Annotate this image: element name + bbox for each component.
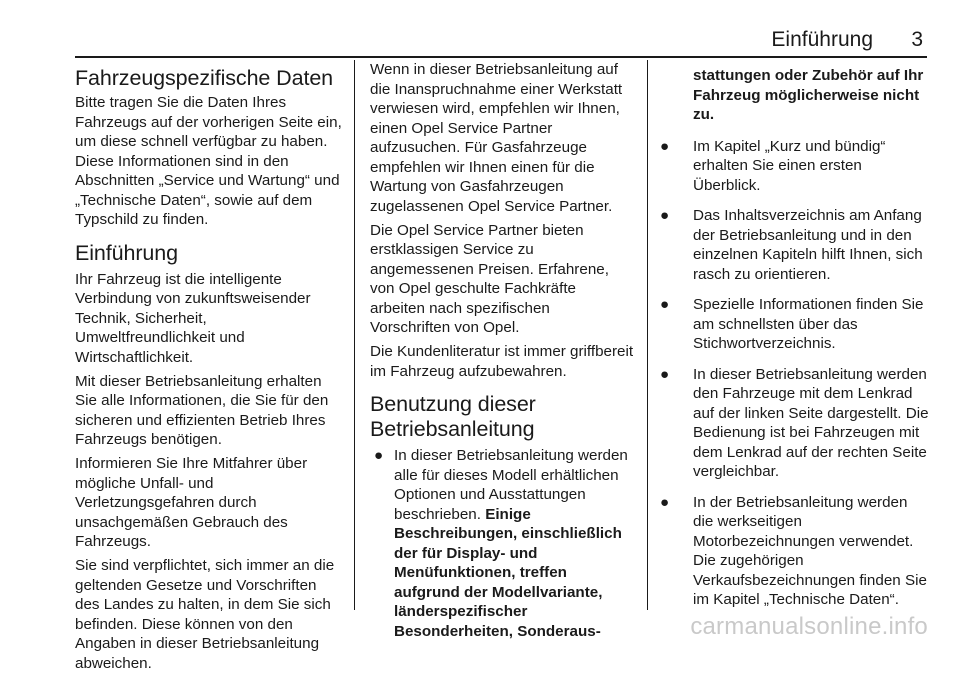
bullet-icon: ● [660,365,670,383]
paragraph: Die Kundenliteratur ist immer griffbereit im Fahrzeug aufzubewahren. [370,343,634,380]
list-item [660,295,930,354]
section-heading-introduction: Einführung [75,240,178,265]
list-item-text: In dieser Betriebsanleitung werden alle für dieses Modell erhältlichen Optionen und Ausstattungen beschrieben. [394,447,628,523]
page-number: 3 [911,28,923,51]
list-item-text: In der Betriebsanleitung werden die werkseitigen Motorbezeichnungen verwendet. Die zugehörigen Verkaufsbezeichnungen finden Sie im Kapitel „Technische Daten“. [693,493,927,608]
column-2 [370,60,634,652]
bullet-icon: ● [660,296,670,313]
list-item-text: In dieser Betriebsanleitung werden den Fahrzeuge mit dem Lenkrad auf der linken Seite dargestellt. Die Bedienung ist bei Fahrzeugen mit dem Lenkrad auf der rechten Seite vergleichbar. [693,365,929,480]
column-divider-1 [354,60,355,610]
list-item [660,493,930,610]
bullet-icon: ● [660,207,670,224]
list-item-text: Das Inhaltsverzeichnis am Anfang der Betriebsanleitung und in den einzelnen Kapiteln hilft Ihnen, sich rasch zu orientieren. [693,207,923,283]
bullet-icon: ● [660,137,670,155]
paragraph: Mit dieser Betriebsanleitung erhalten Sie alle Informationen, die Sie für den sicheren und effizienten Betrieb Ihres Fahrzeugs benötigen. [75,372,329,448]
bullet-list [370,446,634,641]
bullet-icon: ● [660,493,670,511]
paragraph: Informieren Sie Ihre Mitfahrer über mögliche Unfall- und Verletzungsgefahren durch unsachgemäßen Gebrauch des Fahrzeugs. [75,455,308,550]
list-item [660,137,930,196]
column-1 [75,60,343,678]
chapter-title: Einführung [771,28,873,51]
list-item-bold-text: Einige Beschreibungen, einschließlich der für Display- und Menüfunktionen, treffen aufgrund der Modellvariante, länderspezifischer Besonderheiten, Sonderaus- [394,505,622,640]
column-3 [660,60,930,621]
paragraph: Sie sind verpflichtet, sich immer an die geltenden Gesetze und Vorschriften des Landes zu halten, in dem Sie sich befinden. Diese können von den Angaben in dieser Betriebsanleitung abweichen. [75,557,335,672]
section-heading-using-manual: Benutzung dieser Betriebsanleitung [370,392,536,441]
column-divider-2 [647,60,648,610]
page-header [75,28,927,56]
watermark: carmanualsonline.info [690,613,928,640]
list-item-text: Spezielle Informationen finden Sie am schnellsten über das Stichwortverzeichnis. [693,296,924,352]
continued-bold-text: stattungen oder Zubehör auf Ihr Fahrzeug möglicherweise nicht zu. [693,67,924,123]
list-item [660,206,930,284]
list-item [660,365,930,482]
section-heading-vehicle-data: Fahrzeugspezifische Daten [75,66,334,90]
list-item-text: Im Kapitel „Kurz und bündig“ erhalten Sie einen ersten Überblick. [693,137,886,194]
bullet-list [660,137,930,610]
bullet-icon: ● [374,447,384,464]
paragraph: Die Opel Service Partner bieten erstklassigen Service zu angemessenen Preisen. Erfahrene, von Opel geschulte Fachkräfte arbeiten nach spezifischen Vorschriften von Opel. [370,221,609,336]
paragraph: Wenn in dieser Betriebsanleitung auf die Inanspruchnahme einer Werkstatt verwiesen wird, empfehlen wir Ihnen, einen Opel Service Partner aufzusuchen. Für Gasfahrzeuge empfehlen wir Ihnen einen für die Wartung von Gasfahrzeugen zugelassenen Opel Service Partner. [370,61,623,215]
paragraph: Ihr Fahrzeug ist die intelligente Verbindung von zukunftsweisender Technik, Sicherheit, Umweltfreundlichkeit und Wirtschaftlichkeit. [75,270,311,366]
paragraph: Bitte tragen Sie die Daten Ihres Fahrzeugs auf der vorherigen Seite ein, um diese schnell verfügbar zu haben. Diese Informationen sind in den Abschnitten „Service und Wartung“ und „Technische Daten“, sowie auf dem Typschild zu finden. [75,94,342,228]
list-item [370,446,634,641]
header-rule [75,56,927,58]
